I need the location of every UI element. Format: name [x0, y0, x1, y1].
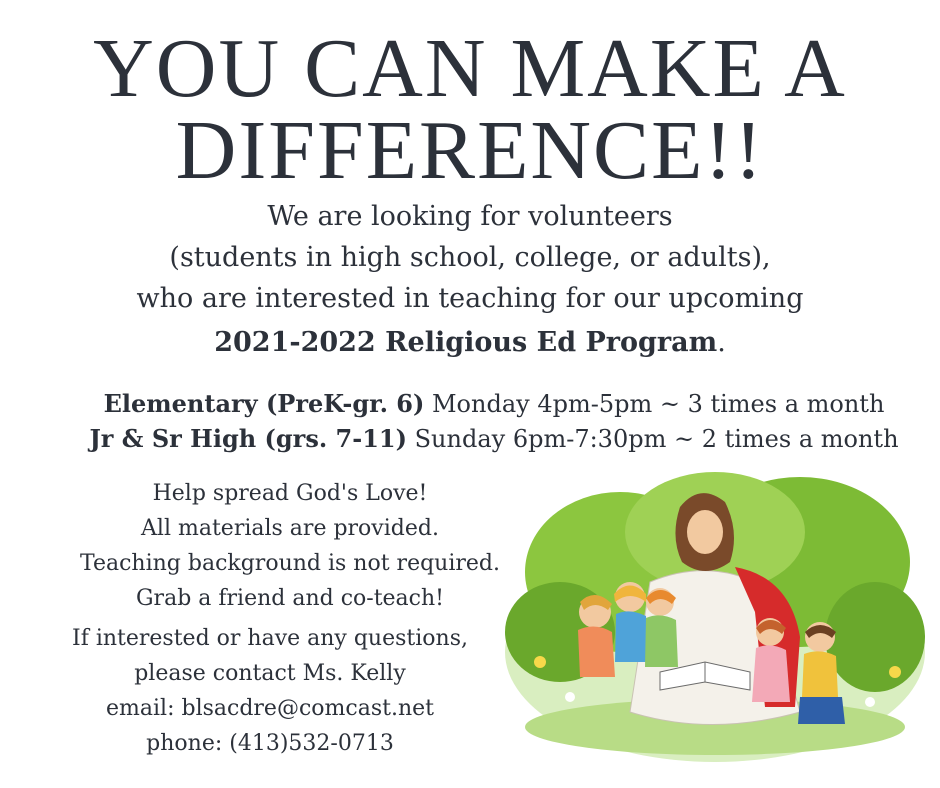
program-suffix: . [717, 327, 726, 358]
intro-line-3: who are interested in teaching for our upcoming [136, 283, 804, 314]
note-line: Teaching background is not required. [80, 551, 500, 576]
contact-block [20, 621, 520, 761]
notes-block [40, 476, 540, 616]
schedule-group: Elementary (PreK-gr. 6) [103, 389, 425, 418]
intro-line-2: (students in high school, college, or adults), [169, 242, 771, 273]
note-line: All materials are provided. [141, 516, 439, 541]
note-line: Help spread God's Love! [152, 481, 428, 506]
schedule-elementary [24, 386, 940, 422]
contact-line-1: If interested or have any questions, [72, 626, 468, 651]
schedule-time: Sunday 6pm-7:30pm ~ 2 times a month [406, 425, 899, 453]
schedule-high-school [24, 421, 940, 457]
intro-line-1: We are looking for volunteers [267, 201, 673, 232]
headline-line-1: YOU CAN MAKE A [93, 22, 847, 115]
contact-line-2: please contact Ms. Kelly [134, 661, 406, 686]
headline-line-2: DIFFERENCE!! [175, 104, 765, 197]
note-line: Grab a friend and co-teach! [135, 586, 445, 611]
program-line [0, 322, 940, 363]
contact-phone: phone: (413)532-0713 [146, 731, 394, 756]
schedule-group: Jr & Sr High (grs. 7-11) [89, 424, 407, 453]
program-name: 2021-2022 Religious Ed Program [214, 327, 718, 358]
jesus-with-children-illustration-icon [500, 462, 930, 762]
schedule-time: Monday 4pm-5pm ~ 3 times a month [424, 390, 885, 418]
contact-email: email: blsacdre@comcast.net [106, 696, 434, 721]
